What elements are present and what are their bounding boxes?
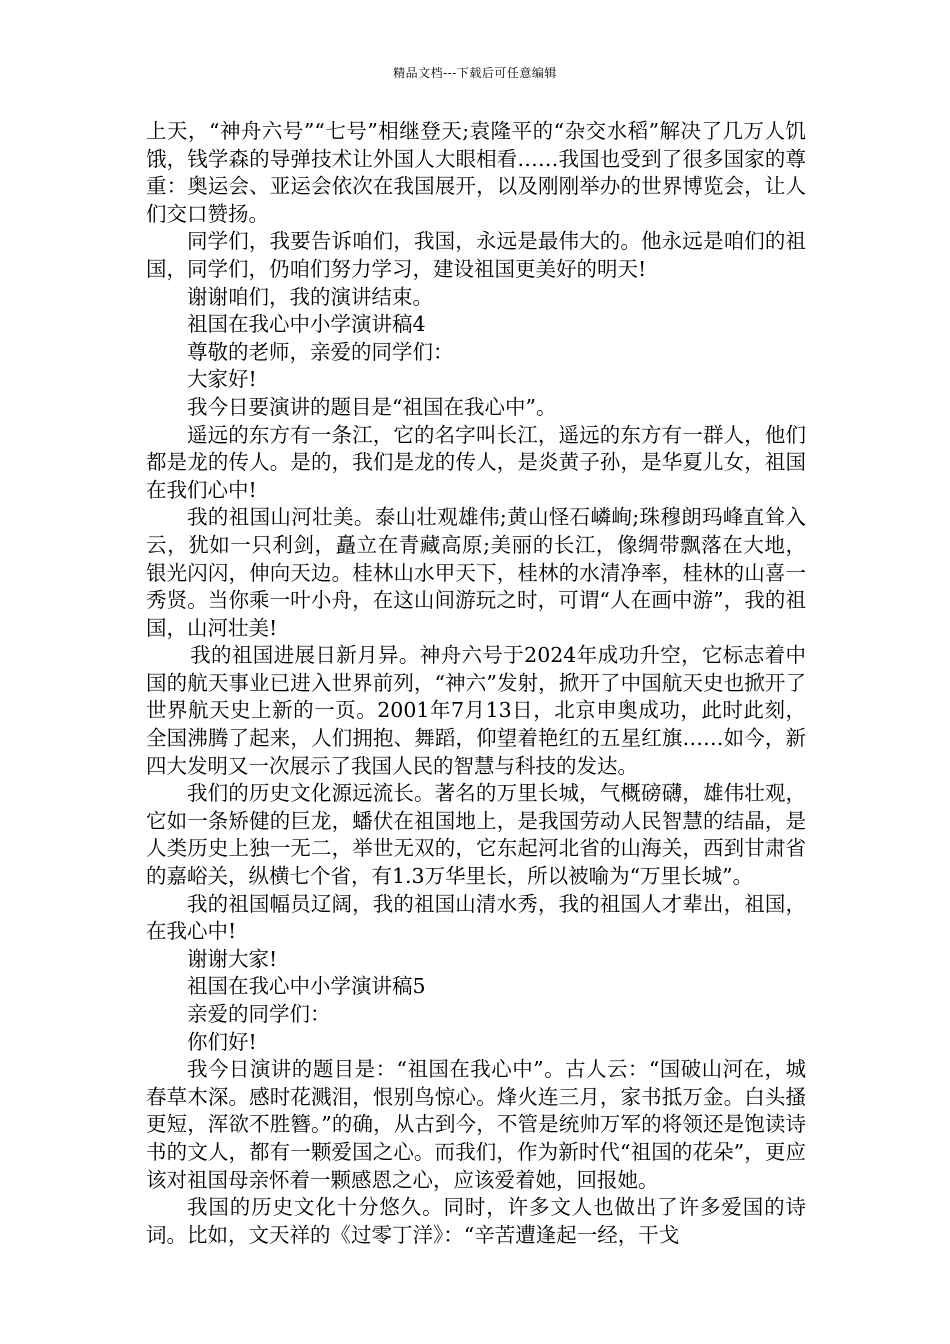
- paragraph: 谢谢咱们，我的演讲结束。: [187, 284, 433, 309]
- section-title: 祖国在我心中小学演讲稿5: [187, 974, 426, 999]
- paragraph: 我的祖国进展日新月异。神舟六号于2024年成功升空，它标志着中国的航天事业已进入世界前列，“神六”发射，掀开了中国航天史也掀开了世界航天史上新的一页。2001年7月13日，北京申奥成功，此时此刻，全国沸腾了起来，人们拥抱、舞蹈，仰望着艳红的五星红旗……如今，新四大发明又一次展示了我国人民的智慧与科技的发达。: [146, 643, 806, 778]
- paragraph: 同学们，我要告诉咱们，我国，永远是最伟大的。他永远是咱们的祖国，同学们，仍咱们努力学习，建设祖国更美好的明天!: [146, 229, 806, 281]
- closing: 谢谢大家!: [187, 946, 278, 971]
- paragraph: 我今日演讲的题目是：“祖国在我心中”。古人云：“国破山河在，城春草木深。感时花溅泪，恨别鸟惊心。烽火连三月，家书抵万金。白头搔更短，浑欲不胜簪。”的确，从古到今，不管是统帅万军的将领还是饱读诗书的文人，都有一颗爱国之心。而我们，作为新时代“祖国的花朵”，更应该对祖国母亲怀着一颗感恩之心，应该爱着她，回报她。: [146, 1057, 806, 1192]
- paragraph: 我今日要演讲的题目是“祖国在我心中”。: [187, 394, 557, 419]
- greeting: 大家好!: [187, 367, 257, 392]
- paragraph: 我的祖国幅员辽阔，我的祖国山清水秀，我的祖国人才辈出，祖国，在我心中!: [146, 891, 806, 944]
- paragraph: 上天，“神舟六号”“七号”相继登天;袁隆平的“杂交水稻”解决了几万人饥饿，钱学森的导弹技术让外国人大眼相看……我国也受到了很多国家的尊重：奥运会、亚运会依次在我国展开，以及刚刚举办的世界博览会，让人们交口赞扬。: [146, 119, 806, 226]
- salutation: 亲爱的同学们：: [187, 1002, 331, 1026]
- paragraph: 我的祖国山河壮美。泰山壮观雄伟;黄山怪石嶙峋;珠穆朗玛峰直耸入云，犹如一只利剑，矗立在青藏高原;美丽的长江，像绸带飘落在大地，银光闪闪，伸向天边。桂林山水甲天下，桂林的水清净率，桂林的山喜一秀贤。当你乘一叶小舟，在这山间游玩之时，可谓“人在画中游”，我的祖国，山河壮美!: [146, 505, 806, 640]
- paragraph: 我国的历史文化十分悠久。同时，许多文人也做出了许多爱国的诗词。比如，文天祥的《过零丁洋》：“辛苦遭逢起一经，干戈: [146, 1195, 806, 1247]
- paragraph: 遥远的东方有一条江，它的名字叫长江，遥远的东方有一群人，他们都是龙的传人。是的，我们是龙的传人，是炎黄子孙，是华夏儿女，祖国在我们心中!: [146, 422, 806, 502]
- greeting: 你们好!: [187, 1029, 257, 1054]
- document-body: [146, 118, 806, 1249]
- paragraph: 我们的历史文化源远流长。著名的万里长城，气概磅礴，雄伟壮观，它如一条矫健的巨龙，蟠伏在祖国地上，是我国劳动人民智慧的结晶，是人类历史上独一无二，举世无双的，它东起河北省的山海关，西到甘肃省的嘉峪关，纵横七个省，有1.3万华里长，所以被喻为“万里长城”。: [146, 781, 806, 889]
- section-title: 祖国在我心中小学演讲稿4: [187, 312, 426, 337]
- salutation: 尊敬的老师，亲爱的同学们：: [187, 339, 454, 364]
- page-header: 精品文档---下载后可任意编辑: [393, 66, 557, 80]
